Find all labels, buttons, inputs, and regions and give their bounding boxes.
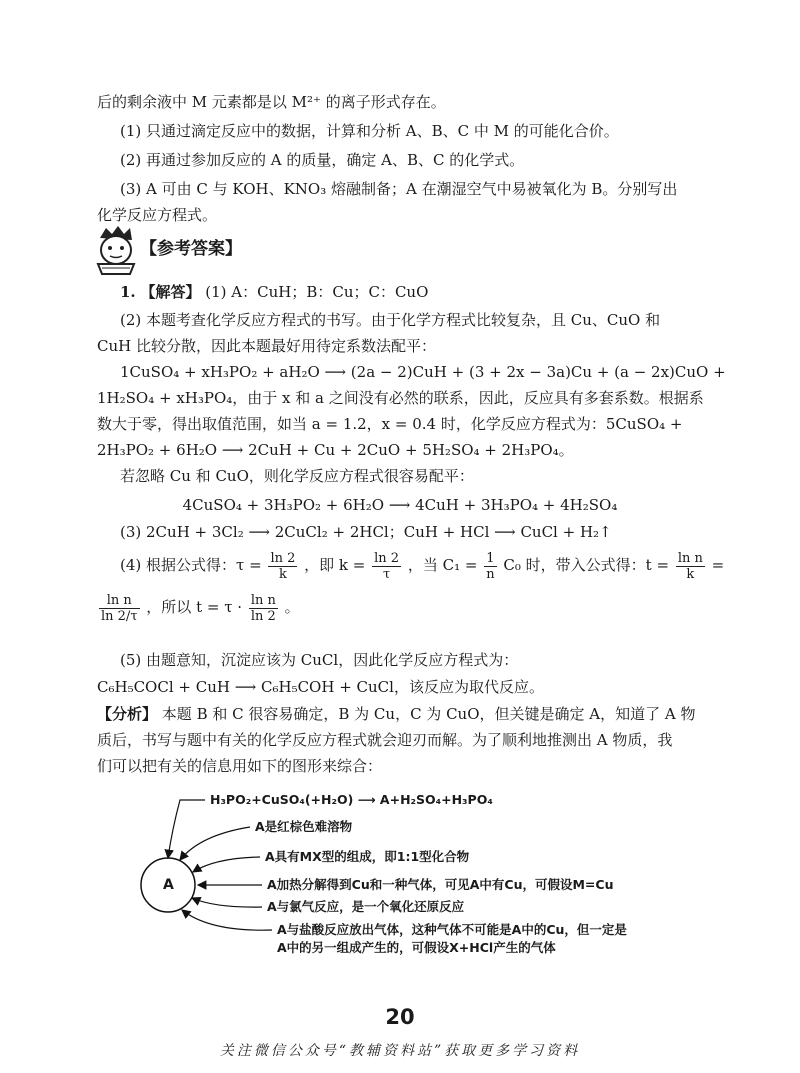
diagram-clue-5: A与盐酸反应放出气体，这种气体不可能是A中的Cu，但一定是 [277,922,627,937]
fraction [372,551,401,582]
numerator: ln 2 [374,550,400,566]
diagram-clue-2: A具有MX型的组成，即1:1型化合物 [265,849,470,864]
denominator: k [686,566,695,582]
answer-section-header [92,224,242,276]
fraction [99,593,140,624]
answer-number: 1. [120,283,136,301]
diagram-clue-4: A与氯气反应，是一个氧化还原反应 [267,899,465,914]
denominator: n [486,566,495,582]
numerator: ln n [99,593,140,609]
text: C₀ 时，带入公式得：t = [503,556,670,574]
equation-line: 2H₃PO₂ + 6H₂O ⟶ 2CuH + Cu + 2CuO + 5H₂SO₄ + 2H₃PO₄。 [97,441,574,459]
question-1: (1) 只通过滴定反应中的数据，计算和分析 A、B、C 中 M 的可能化合价。 [120,122,619,140]
inference-diagram [0,780,800,980]
text: (4) 根据公式得：τ = [120,556,262,574]
question-3-cont: 化学反应方程式。 [97,206,218,224]
denominator: ln 2/τ [101,608,138,624]
text: = [711,556,725,574]
text: ，所以 t = τ · [146,598,243,616]
answer-5: (5) 由题意知，沉淀应该为 CuCl，因此化学反应方程式为： [120,651,519,669]
analysis-line [97,704,696,724]
answer-2-line: CuH 比较分散，因此本题最好用待定系数法配平： [97,337,436,355]
analysis-text: 本题 B 和 C 很容易确定，B 为 Cu，C 为 CuO，但关键是确定 A，知道了 A 物 [161,705,696,723]
section-title: 【参考答案】 [140,239,242,259]
answer-2-line: (2) 本题考查化学反应方程式的书写。由于化学方程式比较复杂，且 Cu、CuO 和 [120,311,661,329]
footer-note: 关注微信公众号“教辅资料站”获取更多学习资料 [219,1043,581,1059]
answer-5-equation: C₆H₅COCl + CuH ⟶ C₆H₅COH + CuCl，该反应为取代反应。 [97,678,544,696]
analysis-line: 们可以把有关的信息用如下的图形来综合： [97,757,383,775]
numerator: ln n [677,550,703,566]
fraction [676,551,705,582]
denominator: ln 2 [250,608,276,624]
diagram-clue-3: A加热分解得到Cu和一种气体，可见A中有Cu，可假设M=Cu [267,877,614,892]
fraction [268,551,297,582]
equation-line: 数大于零，得出取值范围，如当 a = 1.2，x = 0.4 时，化学反应方程式为：5CuSO₄ + [97,415,683,433]
text: ，当 C₁ = [407,556,478,574]
question-3: (3) A 可由 C 与 KOH、KNO₃ 熔融制备；A 在潮湿空气中易被氧化为 B。分别写出 [120,180,678,198]
diagram-clue-1: A是红棕色难溶物 [255,819,353,834]
cartoon-student-icon [92,224,140,276]
question-2: (2) 再通过参加反应的 A 的质量，确定 A、B、C 的化学式。 [120,151,525,169]
answer-4-line [97,592,300,624]
fraction [484,551,496,582]
text: 。 [284,598,300,616]
paragraph: 若忽略 Cu 和 CuO，则化学反应方程式很容易配平： [120,467,474,485]
answer-4-line [120,550,724,582]
answer-1-text: (1) A：CuH；B：Cu；C：CuO [205,283,429,301]
analysis-line: 质后，书写与题中有关的化学反应方程式就会迎刃而解。为了顺利地推测出 A 物质，我 [97,731,673,749]
equation-line: 1H₂SO₄ + xH₃PO₄，由于 x 和 a 之间没有必然的联系，因此，反应具有多套系数。根据系 [97,389,704,407]
analysis-tag: 【分析】 [97,705,158,723]
diagram-clue-5-cont: A中的另一组成产生的，可假设X+HCl产生的气体 [277,940,556,955]
diagram-top-equation: H₃PO₂+CuSO₄(+H₂O) ⟶ A+H₂SO₄+H₃PO₄ [210,792,493,807]
fraction [249,593,278,624]
text: ，即 k = [304,556,366,574]
center-label: A [163,877,174,893]
numerator: ln n [250,592,276,608]
numerator: 1 [484,551,496,567]
denominator: k [278,566,287,582]
centered-equation: 4CuSO₄ + 3H₃PO₂ + 6H₂O ⟶ 4CuH + 3H₃PO₄ + 4H₂SO₄ [182,496,618,514]
numerator: ln 2 [270,550,296,566]
denominator: τ [383,566,391,582]
intro-line: 后的剩余液中 M 元素都是以 M²⁺ 的离子形式存在。 [97,93,446,111]
answer-3: (3) 2CuH + 3Cl₂ ⟶ 2CuCl₂ + 2HCl；CuH + HCl ⟶ CuCl + H₂↑ [120,523,612,541]
solution-tag: 【解答】 [140,283,201,301]
equation-line: 1CuSO₄ + xH₃PO₂ + aH₂O ⟶ (2a − 2)CuH + (3 + 2x − 3a)Cu + (a − 2x)CuO + [120,363,726,381]
page-number: 20 [385,1005,415,1029]
answer-1 [120,282,428,302]
